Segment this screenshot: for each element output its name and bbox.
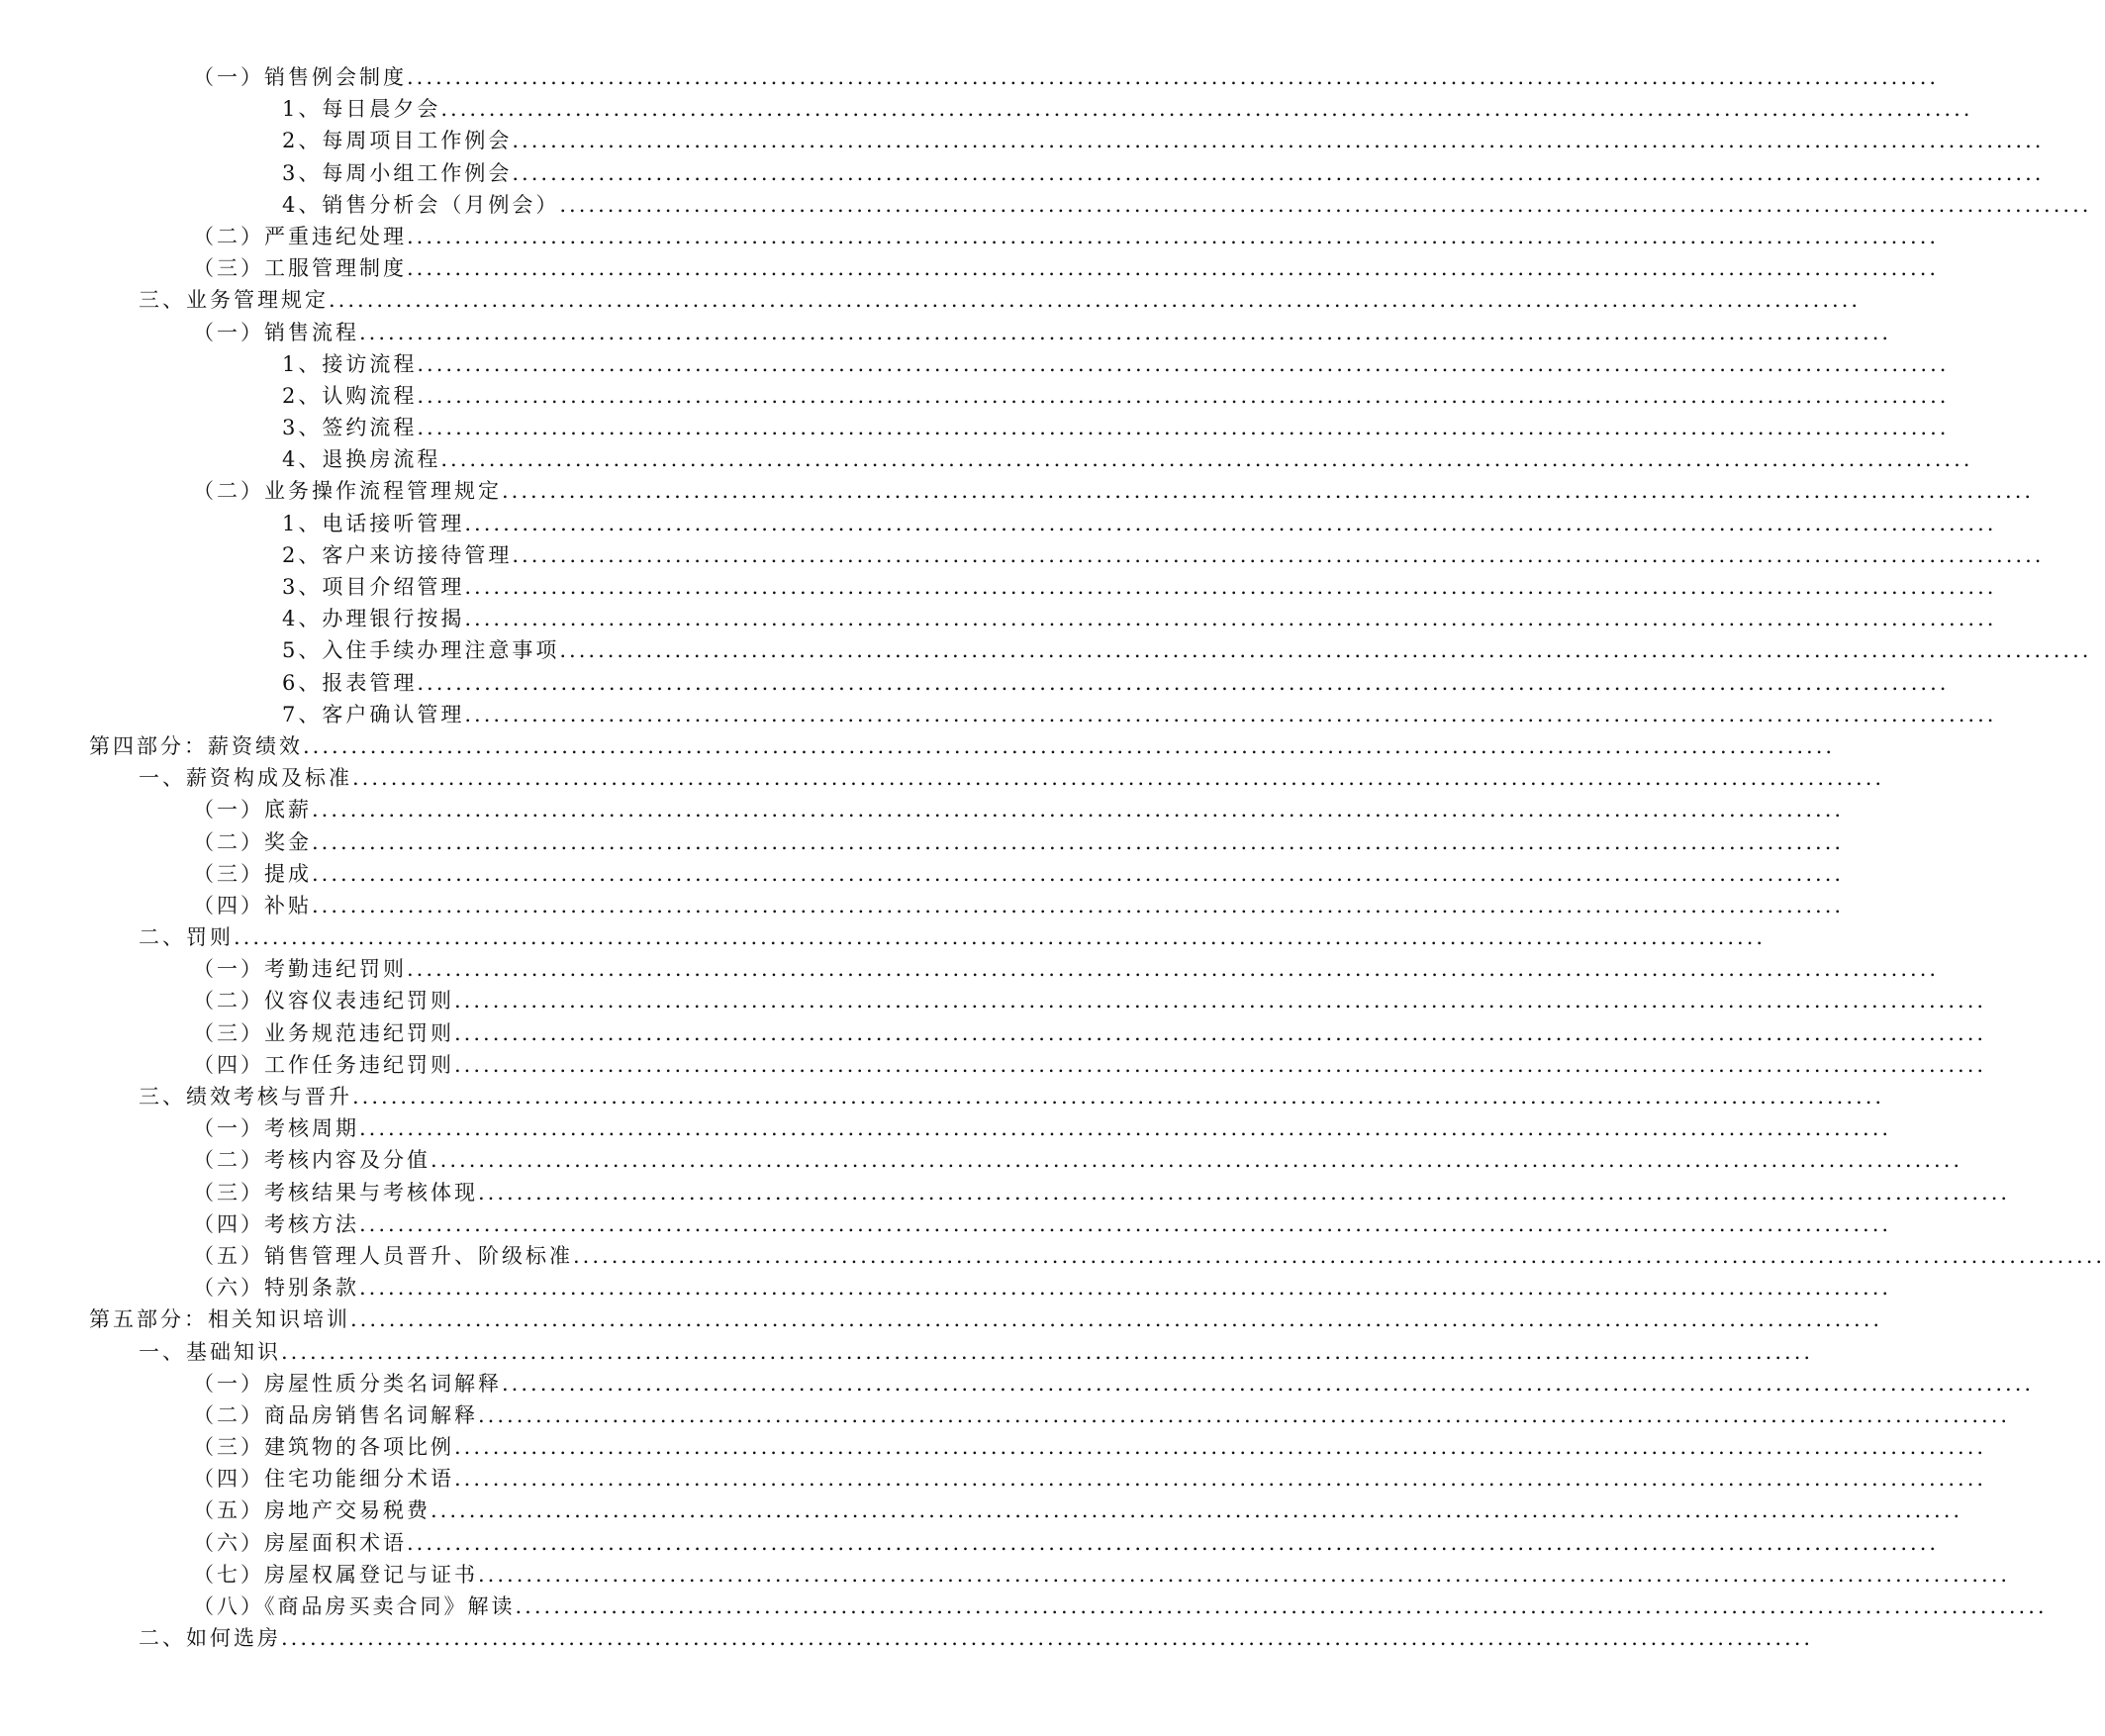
dot-leader: ................................................................................................................................................................	[502, 1371, 2035, 1396]
toc-entry-line	[193, 1272, 1892, 1303]
dot-leader: ................................................................................................................................................................	[478, 1402, 2011, 1427]
toc-entry-line	[89, 1303, 1883, 1335]
toc-entry-line	[282, 125, 2045, 156]
toc-entry-line	[193, 826, 1845, 858]
toc-entry-line	[193, 1208, 1892, 1240]
dot-leader: ................................................................................................................................................................	[417, 670, 1950, 695]
toc-entry[interactable]	[0, 539, 2045, 571]
toc-entry-label: （一）房屋性质分类名词解释	[193, 1371, 502, 1396]
dot-leader: ................................................................................................................................................................	[281, 1626, 1814, 1651]
dot-leader: ................................................................................................................................................................	[417, 416, 1950, 440]
toc-entry[interactable]	[0, 412, 1950, 443]
dot-leader: ................................................................................................................................................................	[454, 1020, 1987, 1045]
toc-entry-line	[282, 539, 2045, 571]
toc-entry-line	[193, 1527, 1940, 1559]
toc-entry-label: （七）房屋权属登记与证书	[193, 1562, 478, 1587]
dot-leader: ................................................................................................................................................................	[573, 1243, 2105, 1268]
toc-entry-line	[193, 252, 1940, 284]
toc-entry-label: （三）工服管理制度	[193, 256, 407, 281]
toc-entry-line	[282, 348, 1950, 380]
toc-entry[interactable]	[0, 508, 1997, 539]
toc-entry-label: （四）住宅功能细分术语	[193, 1467, 454, 1492]
dot-leader: ................................................................................................................................................................	[303, 733, 1836, 758]
toc-entry-line	[193, 794, 1845, 825]
toc-entry-label: 1、每日晨夕会	[282, 97, 441, 122]
toc-entry-label: 2、每周项目工作例会	[282, 129, 513, 153]
dot-leader: ................................................................................................................................................................	[359, 1116, 1892, 1141]
dot-leader: ................................................................................................................................................................	[350, 1307, 1883, 1332]
toc-entry-label: 第四部分：薪资绩效	[89, 733, 303, 758]
toc-entry[interactable]	[0, 921, 1767, 953]
toc-entry-label: （一）销售流程	[193, 320, 359, 344]
dot-leader: ................................................................................................................................................................	[281, 1339, 1814, 1364]
toc-entry[interactable]	[0, 1303, 1883, 1335]
toc-entry-line	[193, 1049, 1987, 1081]
toc-entry-label: （三）建筑物的各项比例	[193, 1435, 454, 1460]
toc-entry-label: 6、报表管理	[282, 670, 418, 695]
toc-entry-line	[193, 985, 1987, 1016]
toc-entry-label: 1、接访流程	[282, 351, 418, 376]
toc-entry-label: （一）销售例会制度	[193, 65, 407, 89]
toc-entry-line	[193, 1399, 2011, 1431]
toc-entry-line	[193, 1591, 2048, 1622]
dot-leader: ................................................................................................................................................................	[502, 479, 2035, 504]
toc-entry-label: （五）房地产交易税费	[193, 1498, 431, 1523]
toc-entry-line	[193, 1240, 2105, 1272]
dot-leader: ................................................................................................................................................................	[417, 351, 1950, 376]
toc-entry[interactable]	[0, 157, 2045, 189]
toc-entry-label: 2、客户来访接待管理	[282, 542, 513, 567]
dot-leader: ................................................................................................................................................................	[329, 288, 1862, 313]
toc-entry-line	[139, 1081, 1885, 1112]
dot-leader: ................................................................................................................................................................	[417, 383, 1950, 408]
toc-entry-line	[282, 443, 1973, 475]
dot-leader: ................................................................................................................................................................	[407, 224, 1940, 248]
toc-entry-label: 5、入住手续办理注意事项	[282, 638, 560, 663]
toc-entry[interactable]	[0, 189, 2092, 221]
toc-entry-line	[139, 284, 1862, 316]
dot-leader: ................................................................................................................................................................	[312, 861, 1845, 886]
toc-entry-label: （三）考核结果与考核体现	[193, 1180, 478, 1205]
toc-entry-label: 4、销售分析会（月例会）	[282, 192, 560, 217]
toc-entry-label: （二）商品房销售名词解释	[193, 1402, 478, 1427]
toc-entry[interactable]	[0, 93, 1973, 125]
dot-leader: ................................................................................................................................................................	[454, 1435, 1987, 1460]
toc-entry-label: 一、基础知识	[139, 1339, 281, 1364]
dot-leader: ................................................................................................................................................................	[559, 192, 2092, 217]
toc-entry[interactable]	[0, 985, 1987, 1016]
toc-entry-label: （六）特别条款	[193, 1276, 359, 1301]
toc-entry-label: （三）业务规范违纪罚则	[193, 1020, 454, 1045]
toc-entry-line	[193, 1144, 1963, 1176]
toc-entry-label: 二、如何选房	[139, 1626, 281, 1651]
toc-entry[interactable]	[0, 475, 2035, 507]
toc-entry-line	[282, 634, 2092, 666]
toc-entry-line	[282, 699, 1997, 730]
toc-entry[interactable]	[0, 1591, 2048, 1622]
dot-leader: ................................................................................................................................................................	[312, 893, 1845, 917]
toc-entry-label: 三、业务管理规定	[139, 288, 329, 313]
toc-entry[interactable]	[0, 1240, 2105, 1272]
toc-entry-line	[193, 890, 1845, 921]
toc-entry-label: 1、电话接听管理	[282, 511, 465, 535]
toc-entry-line	[282, 380, 1950, 412]
dot-leader: ................................................................................................................................................................	[407, 65, 1940, 89]
dot-leader: ................................................................................................................................................................	[359, 320, 1892, 344]
dot-leader: ................................................................................................................................................................	[359, 1276, 1892, 1301]
toc-entry-label: 三、绩效考核与晋升	[139, 1085, 352, 1109]
toc-entry-label: （一）考勤违纪罚则	[193, 957, 407, 982]
toc-entry[interactable]	[0, 1368, 2035, 1399]
dot-leader: ................................................................................................................................................................	[407, 957, 1940, 982]
dot-leader: ................................................................................................................................................................	[512, 542, 2045, 567]
toc-entry-label: 第五部分：相关知识培训	[89, 1307, 350, 1332]
toc-entry[interactable]	[0, 1208, 1892, 1240]
toc-entry-line	[282, 93, 1973, 125]
toc-entry-line	[139, 1336, 1814, 1368]
toc-entry-line	[139, 921, 1767, 953]
dot-leader: ................................................................................................................................................................	[312, 798, 1845, 822]
dot-leader: ................................................................................................................................................................	[454, 989, 1987, 1013]
toc-entry[interactable]	[0, 443, 1973, 475]
toc-entry[interactable]	[0, 826, 1845, 858]
dot-leader: ................................................................................................................................................................	[454, 1052, 1987, 1077]
toc-entry[interactable]	[0, 699, 1997, 730]
toc-entry[interactable]	[0, 634, 2092, 666]
toc-entry[interactable]	[0, 348, 1950, 380]
dot-leader: ................................................................................................................................................................	[352, 1085, 1885, 1109]
toc-entry-label: （一）底薪	[193, 798, 312, 822]
toc-entry-line	[282, 412, 1950, 443]
toc-entry-line	[193, 1495, 1963, 1526]
toc-entry[interactable]	[0, 667, 1950, 699]
toc-entry[interactable]	[0, 1495, 1963, 1526]
toc-entry-line	[139, 1622, 1814, 1654]
toc-entry-line	[193, 1017, 1987, 1049]
toc-entry-label: （八）《商品房买卖合同》解读	[193, 1594, 516, 1618]
toc-entry-line	[193, 953, 1940, 985]
dot-leader: ................................................................................................................................................................	[464, 607, 1997, 631]
dot-leader: ................................................................................................................................................................	[454, 1467, 1987, 1492]
toc-entry[interactable]	[0, 1272, 1892, 1303]
toc-entry[interactable]	[0, 1177, 2011, 1208]
dot-leader: ................................................................................................................................................................	[512, 129, 2045, 153]
toc-entry-line	[282, 667, 1950, 699]
dot-leader: ................................................................................................................................................................	[478, 1562, 2011, 1587]
toc-entry[interactable]	[0, 125, 2045, 156]
toc-entry-label: （二）仪容仪表违纪罚则	[193, 989, 454, 1013]
toc-entry-line	[193, 61, 1940, 93]
toc-entry[interactable]	[0, 1049, 1987, 1081]
toc-entry[interactable]	[0, 794, 1845, 825]
toc-entry[interactable]	[0, 317, 1892, 348]
toc-entry-line	[193, 475, 2035, 507]
dot-leader: ................................................................................................................................................................	[440, 97, 1973, 122]
toc-entry-label: 4、退换房流程	[282, 447, 441, 472]
toc-entry-line	[193, 1559, 2011, 1591]
toc-entry[interactable]	[0, 1527, 1940, 1559]
toc-entry-label: 4、办理银行按揭	[282, 607, 465, 631]
toc-entry-label: （三）提成	[193, 861, 312, 886]
toc-entry[interactable]	[0, 61, 1940, 93]
toc-entry[interactable]	[0, 1112, 1892, 1144]
dot-leader: ................................................................................................................................................................	[464, 702, 1997, 726]
toc-entry[interactable]	[0, 1336, 1814, 1368]
toc-entry[interactable]	[0, 284, 1862, 316]
toc-entry-label: 3、每周小组工作例会	[282, 160, 513, 185]
toc-entry-label: （四）补贴	[193, 893, 312, 917]
toc-entry-line	[282, 603, 1997, 634]
toc-entry[interactable]	[0, 603, 1997, 634]
toc-entry-label: （四）工作任务违纪罚则	[193, 1052, 454, 1077]
toc-entry-line	[282, 157, 2045, 189]
toc-entry-label: （六）房屋面积术语	[193, 1530, 407, 1555]
dot-leader: ................................................................................................................................................................	[440, 447, 1973, 472]
toc-entry-label: （二）严重违纪处理	[193, 224, 407, 248]
toc-entry-line	[282, 571, 1997, 603]
dot-leader: ................................................................................................................................................................	[407, 256, 1940, 281]
toc-entry-label: （二）业务操作流程管理规定	[193, 479, 502, 504]
dot-leader: ................................................................................................................................................................	[431, 1498, 1963, 1523]
toc-entry-label: （二）奖金	[193, 829, 312, 854]
dot-leader: ................................................................................................................................................................	[515, 1594, 2048, 1618]
toc-entry-label: （一）考核周期	[193, 1116, 359, 1141]
toc-entry[interactable]	[0, 1144, 1963, 1176]
toc-entry[interactable]	[0, 252, 1940, 284]
toc-entry[interactable]	[0, 1399, 2011, 1431]
toc-entry-line	[193, 1431, 1987, 1463]
toc-entry-line	[139, 762, 1885, 794]
toc-entry-label: 一、薪资构成及标准	[139, 766, 352, 791]
toc-entry[interactable]	[0, 762, 1885, 794]
toc-entry-label: 7、客户确认管理	[282, 702, 465, 726]
toc-entry[interactable]	[0, 1081, 1885, 1112]
toc-entry[interactable]	[0, 953, 1940, 985]
dot-leader: ................................................................................................................................................................	[407, 1530, 1940, 1555]
dot-leader: ................................................................................................................................................................	[359, 1211, 1892, 1236]
dot-leader: ................................................................................................................................................................	[478, 1180, 2011, 1205]
toc-entry-line	[193, 1463, 1987, 1495]
toc-entry-label: 2、认购流程	[282, 383, 418, 408]
toc-entry-line	[193, 1177, 2011, 1208]
table-of-contents	[0, 61, 2105, 1654]
toc-entry-line	[89, 730, 1836, 762]
dot-leader: ................................................................................................................................................................	[512, 160, 2045, 185]
dot-leader: ................................................................................................................................................................	[464, 575, 1997, 599]
toc-entry-line	[282, 508, 1997, 539]
dot-leader: ................................................................................................................................................................	[352, 766, 1885, 791]
toc-entry[interactable]	[0, 858, 1845, 890]
toc-entry[interactable]	[0, 1431, 1987, 1463]
dot-leader: ................................................................................................................................................................	[312, 829, 1845, 854]
toc-entry-line	[282, 189, 2092, 221]
toc-entry-line	[193, 1368, 2035, 1399]
toc-entry-line	[193, 1112, 1892, 1144]
toc-entry-label: 3、签约流程	[282, 416, 418, 440]
toc-entry-label: （二）考核内容及分值	[193, 1148, 431, 1173]
toc-entry-label: 二、罚则	[139, 925, 234, 950]
toc-entry-line	[193, 317, 1892, 348]
toc-entry[interactable]	[0, 380, 1950, 412]
toc-entry[interactable]	[0, 221, 1940, 252]
toc-entry[interactable]	[0, 1559, 2011, 1591]
dot-leader: ................................................................................................................................................................	[464, 511, 1997, 535]
toc-entry-line	[193, 858, 1845, 890]
toc-entry[interactable]	[0, 571, 1997, 603]
toc-entry[interactable]	[0, 1017, 1987, 1049]
dot-leader: ................................................................................................................................................................	[431, 1148, 1963, 1173]
toc-entry-label: （五）销售管理人员晋升、阶级标准	[193, 1243, 573, 1268]
toc-entry[interactable]	[0, 1463, 1987, 1495]
toc-entry-label: 3、项目介绍管理	[282, 575, 465, 599]
toc-entry-line	[193, 221, 1940, 252]
toc-entry-label: （四）考核方法	[193, 1211, 359, 1236]
toc-entry[interactable]	[0, 1622, 1814, 1654]
toc-entry[interactable]	[0, 890, 1845, 921]
toc-entry[interactable]	[0, 730, 1836, 762]
dot-leader: ................................................................................................................................................................	[234, 925, 1767, 950]
dot-leader: ................................................................................................................................................................	[559, 638, 2092, 663]
